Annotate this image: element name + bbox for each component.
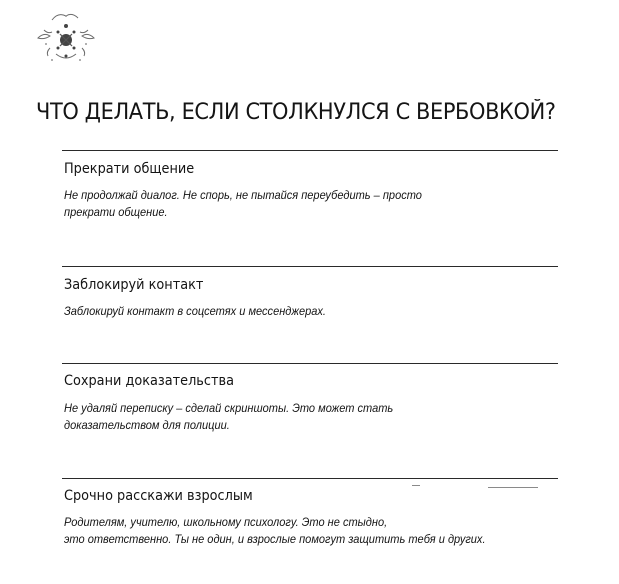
item-text-line: прекрати общение.	[64, 205, 168, 219]
scan-artifact-mark	[488, 487, 538, 488]
item-text-line: Заблокируй контакт в соцсетях и мессенджерах.	[64, 304, 326, 318]
item-text-line: доказательством для полиции.	[64, 418, 230, 432]
item-heading-block-contact: Заблокируй контакт	[64, 277, 204, 293]
item-text-tell-adults	[64, 514, 486, 548]
item-text-line: это ответственно. Ты не один, и взрослые помогут защитить тебя и других.	[64, 532, 486, 546]
item-text-line: Родителям, учителю, школьному психологу. Это не стыдно,	[64, 515, 388, 529]
section-divider	[62, 266, 558, 267]
item-heading-stop-communication: Прекрати общение	[64, 161, 195, 177]
emblem-icon	[30, 10, 102, 66]
section-divider	[62, 150, 558, 151]
section-divider	[62, 478, 558, 479]
item-text-line: Не продолжай диалог. Не спорь, не пытайся переубедить – просто	[64, 188, 422, 202]
item-text-block-contact	[64, 303, 326, 320]
item-text-line: Не удаляй переписку – сделай скриншоты. Это может стать	[64, 401, 394, 415]
scan-artifact-mark	[412, 485, 420, 486]
item-heading-save-evidence: Сохрани доказательства	[64, 373, 234, 389]
item-heading-tell-adults: Срочно расскажи взрослым	[64, 488, 253, 504]
page-title: ЧТО ДЕЛАТЬ, ЕСЛИ СТОЛКНУЛСЯ С ВЕРБОВКОЙ?	[36, 100, 556, 125]
item-text-save-evidence	[64, 400, 393, 434]
section-divider	[62, 363, 558, 364]
item-text-stop-communication	[64, 187, 422, 221]
